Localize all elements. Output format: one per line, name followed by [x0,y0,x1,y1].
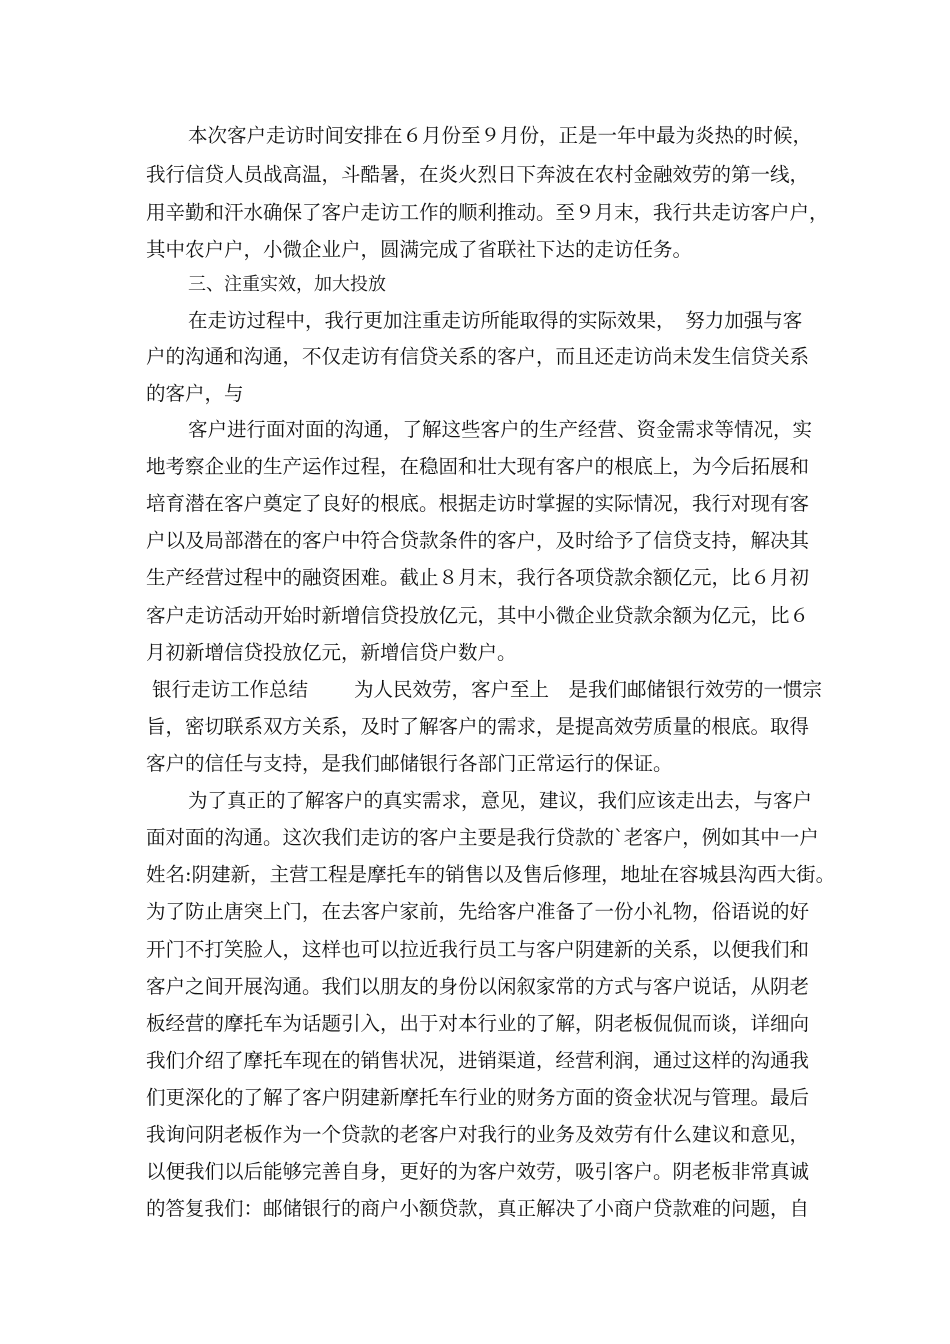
paragraph-line: 户的沟通和沟通，不仅走访有信贷关系的客户，而且还走访尚未发生信贷关系 [146,345,810,368]
paragraph-line: 本次客户走访时间安排在６月份至９月份，正是一年中最为炎热的时候， [188,124,813,147]
paragraph-line: 开门不打笑脸人，这样也可以拉近我行员工与客户阴建新的关系，以便我们和 [146,938,810,961]
paragraph-line: 地考察企业的生产运作过程，在稳固和壮大现有客户的根底上，为今后拓展和 [146,455,810,478]
paragraph-line: 以便我们以后能够完善自身，更好的为客户效劳，吸引客户。阴老板非常真诚 [146,1160,810,1183]
paragraph-line: 旨，密切联系双方关系，及时了解客户的需求，是提高效劳质量的根底。取得 [146,715,810,738]
paragraph-line: 客户走访活动开始时新增信贷投放亿元，其中小微企业贷款余额为亿元，比６ [146,604,810,627]
paragraph-line: 们更深化的了解了客户阴建新摩托车行业的财务方面的资金状况与管理。最后 [146,1086,810,1109]
paragraph-line [152,678,822,702]
paragraph-line: 月初新增信贷投放亿元，新增信贷户数户。 [146,641,517,664]
paragraph-line: 户以及局部潜在的客户中符合贷款条件的客户，及时给予了信贷支持，解决其 [146,529,810,552]
paragraph-line: 的客户，与 [146,382,244,405]
paragraph-line: 面对面的沟通。这次我们走访的客户主要是我行贷款的`老客户，例如其中一户 [146,826,819,849]
paragraph-line: 我行信贷人员战高温，斗酷暑，在炎火烈日下奔波在农村金融效劳的第一线， [146,163,810,186]
paragraph-line: 客户进行面对面的沟通，了解这些客户的生产经营、资金需求等情况，实 [188,418,813,441]
section-heading: 三、注重实效，加大投放 [188,274,386,295]
paragraph-line: 客户之间开展沟通。我们以朋友的身份以闲叙家常的方式与客户说话，从阴老 [146,975,810,998]
paragraph-line: 姓名:阴建新，主营工程是摩托车的销售以及售后修理，地址在容城县沟西大街。 [146,863,836,886]
paragraph-line: 培育潜在客户奠定了良好的根底。根据走访时掌握的实际情况，我行对现有客 [146,492,810,515]
paragraph-line: 板经营的摩托车为话题引入，出于对本行业的了解，阴老板侃侃而谈，详细向 [146,1012,810,1035]
paragraph-line: 客户的信任与支持，是我们邮储银行各部门正常运行的保证。 [146,752,673,775]
paragraph-line: 为了防止唐突上门，在去客户家前，先给客户准备了一份小礼物，俗语说的好 [146,900,810,923]
paragraph-line: 我们介绍了摩托车现在的销售状况，进销渠道，经营利润，通过这样的沟通我 [146,1049,810,1072]
paragraph-line: 的答复我们：邮储银行的商户小额贷款，真正解决了小商户贷款难的问题，自 [146,1197,810,1220]
paragraph-line: 其中农户户，小微企业户，圆满完成了省联社下达的走访任务。 [146,238,693,261]
summary-title: 银行走访工作总结 [152,678,309,701]
paragraph-line: 用辛勤和汗水确保了客户走访工作的顺利推动。至９月末，我行共走访客户户， [146,201,829,224]
paragraph-line: 我询问阴老板作为一个贷款的老客户对我行的业务及效劳有什么建议和意见， [146,1123,810,1146]
summary-text: 为人民效劳，客户至上 是我们邮储银行效劳的一惯宗 [354,678,823,701]
paragraph-line: 生产经营过程中的融资困难。截止８月末，我行各项贷款余额亿元，比６月初 [146,566,810,589]
paragraph-line: 在走访过程中，我行更加注重走访所能取得的实际效果， 努力加强与客 [188,309,803,332]
paragraph-line: 为了真正的了解客户的真实需求，意见，建议，我们应该走出去，与客户 [188,789,813,812]
